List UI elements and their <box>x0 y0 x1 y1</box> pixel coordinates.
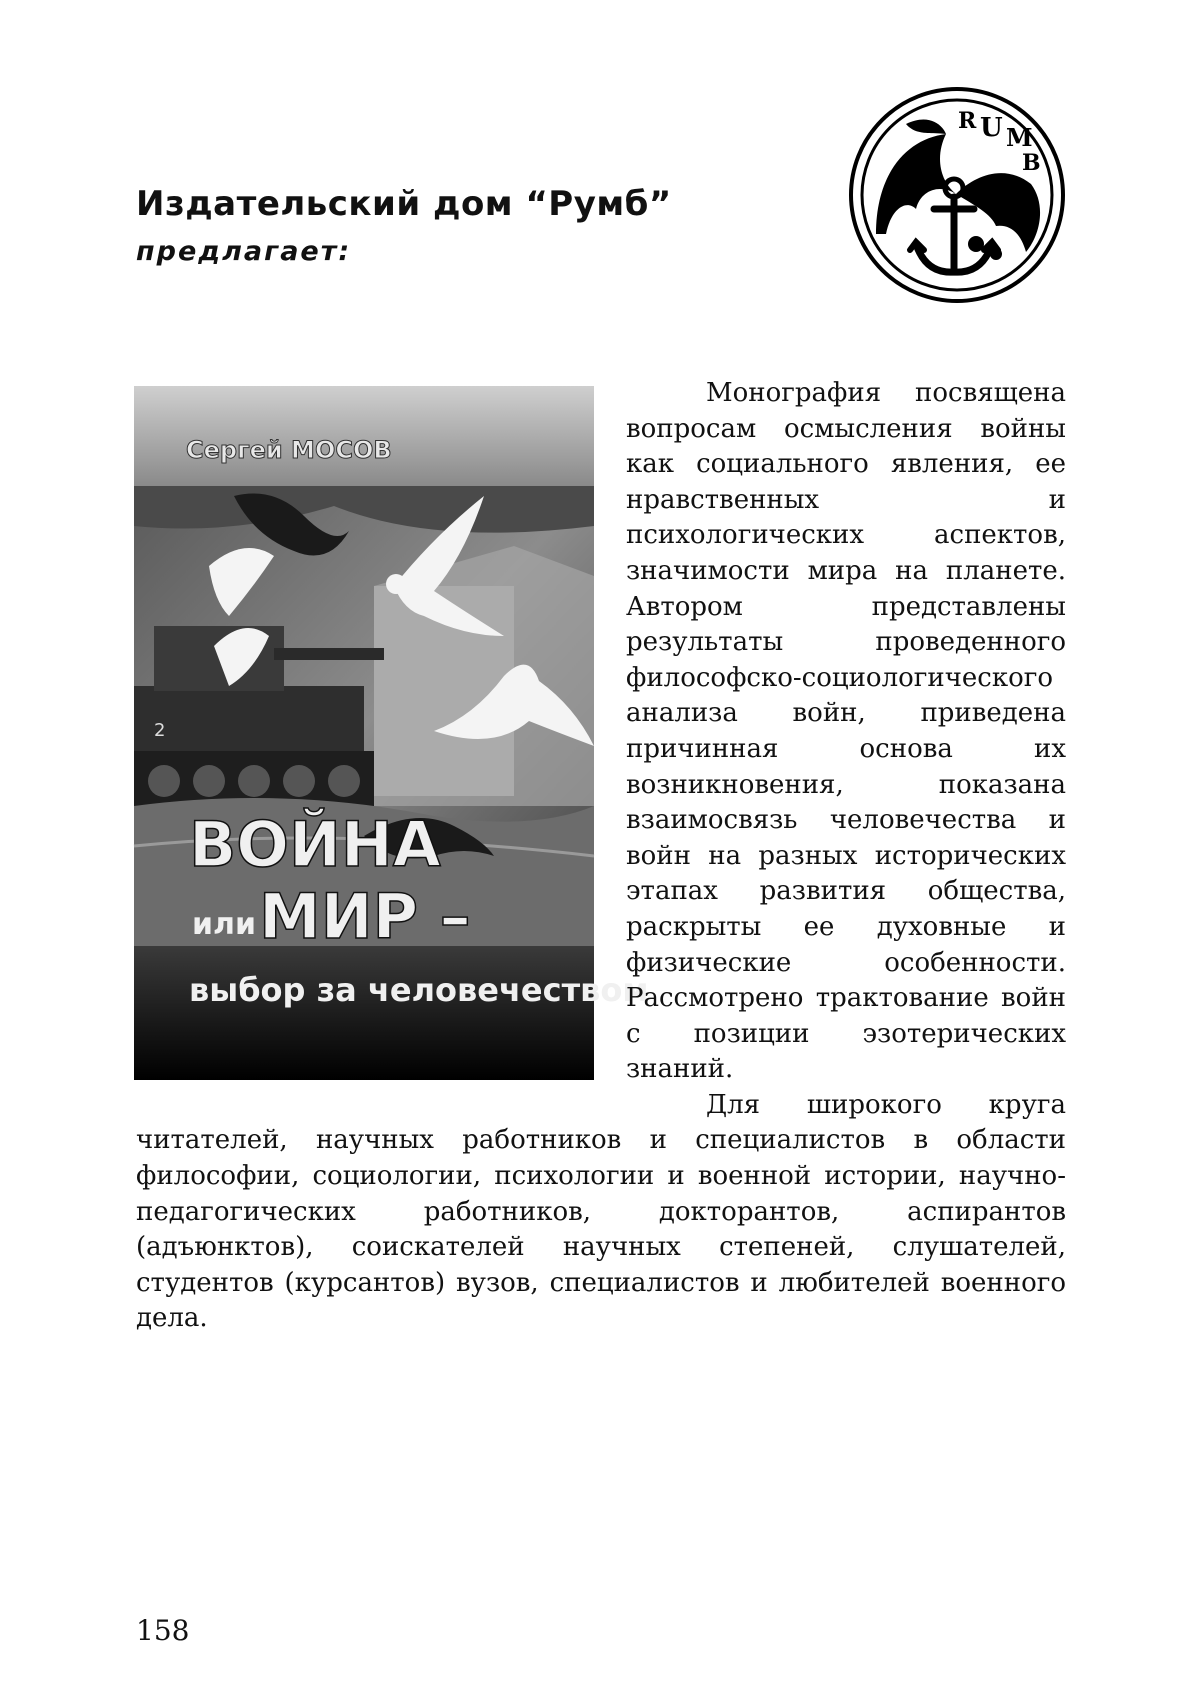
cover-title-or: или <box>192 907 257 942</box>
audience-paragraph: Для широкого круга читателей, научных работников и специалистов в области философии, социологии, психологии и военной истории, научно-педагогических работников, докторантов, аспирантов (адъюнктов), соискателей научных степеней, слушателей, студентов (курсантов) вузов, специалистов и любителей военного дела. <box>136 1089 1066 1334</box>
logo-letter-u: U <box>980 113 1003 143</box>
description-paragraph: Монография посвящена вопросам осмысления войны как социального явления, ее нравственных и психологических аспектов, значимости мира на планете. Автором представлены результаты проведенного философско-социологического анализа войн, приведена причинная основа их возникновения, показана взаимосвязь человечества и войн на разных исторических этапах развития общества, раскрыты ее духовные и физические особенности. Рассмотрено трактование войн с позиции эзотерических знаний. <box>626 378 1066 1085</box>
publisher-heading: Издательский дом “Румб” <box>136 184 672 224</box>
logo-letter-m: M <box>1006 123 1033 152</box>
svg-text:2: 2 <box>154 720 166 741</box>
rumb-logo <box>846 84 1068 306</box>
cover-title-war: ВОЙНА <box>189 808 441 881</box>
logo-letter-b: B <box>1022 150 1041 176</box>
cover-title-peace: МИР – <box>259 880 471 953</box>
book-description <box>136 376 1066 1337</box>
logo-letter-r: R <box>958 108 977 134</box>
publisher-subheading: предлагает: <box>136 236 352 267</box>
page-number: 158 <box>136 1614 190 1647</box>
cover-subtitle: выбор за человечеством <box>189 971 649 1009</box>
cover-author: Сергей МОСОВ <box>186 436 392 464</box>
